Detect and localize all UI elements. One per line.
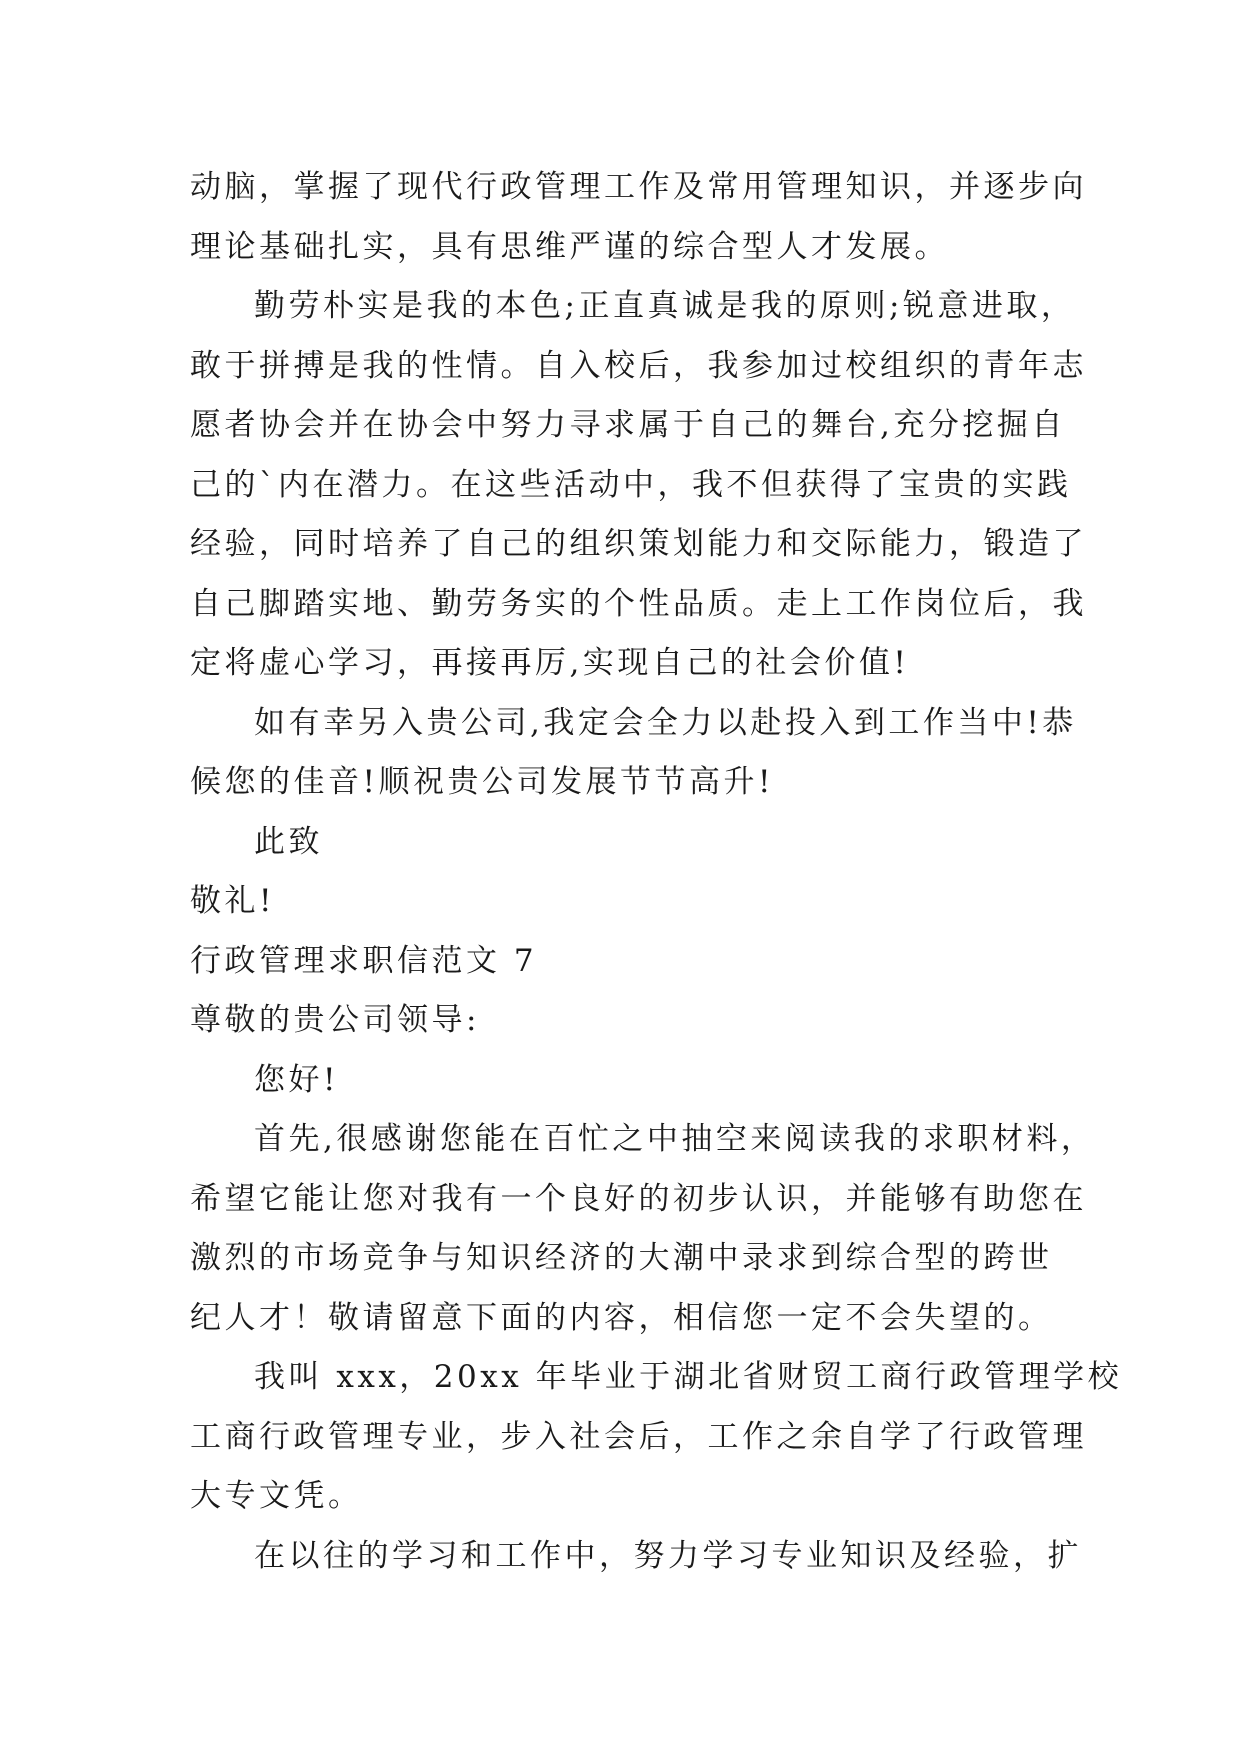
text-line: 纪人才！敬请留意下面的内容，相信您一定不会失望的。 — [190, 1299, 1053, 1336]
text-line: 敢于拼搏是我的性情。自入校后，我参加过校组织的青年志 — [190, 347, 1087, 384]
text-line: 首先,很感谢您能在百忙之中抽空来阅读我的求职材料， — [254, 1121, 1096, 1157]
text-line: 激烈的市场竞争与知识经济的大潮中录求到综合型的跨世 — [190, 1240, 1053, 1276]
text-line: 勤劳朴实是我的本色;正直真诚是我的原则;锐意进取， — [254, 288, 1076, 324]
text-line: 自己脚踏实地、勤劳务实的个性品质。走上工作岗位后，我 — [190, 585, 1087, 622]
text-line: 大专文凭。 — [190, 1478, 363, 1514]
text-line: 在以往的学习和工作中，努力学习专业知识及经验，扩 — [254, 1537, 1082, 1574]
text-line: 如有幸另入贵公司,我定会全力以赴投入到工作当中!恭 — [254, 704, 1077, 741]
text-line: 我叫 xxx，20xx 年毕业于湖北省财贸工商行政管理学校 — [254, 1359, 1123, 1395]
text-line: 工商行政管理专业，步入社会后，工作之余自学了行政管理 — [190, 1418, 1087, 1455]
greeting-addressee: 尊敬的贵公司领导: — [190, 1002, 480, 1038]
text-line: 愿者协会并在协会中努力寻求属于自己的舞台,充分挖掘自 — [190, 407, 1066, 443]
section-title: 行政管理求职信范文 7 — [190, 942, 538, 979]
text-line: 候您的佳音!顺祝贵公司发展节节高升! — [190, 764, 774, 800]
document-page — [190, 158, 1123, 1586]
text-line: 定将虚心学习，再接再厉,实现自己的社会价值! — [190, 645, 910, 681]
salutation-line: 敬礼! — [190, 883, 275, 919]
text-line: 理论基础扎实，具有思维严谨的综合型人才发展。 — [190, 228, 949, 265]
text-line: 己的`内在潜力。在这些活动中，我不但获得了宝贵的实践 — [190, 466, 1072, 503]
text-line: 经验，同时培养了自己的组织策划能力和交际能力，锻造了 — [190, 526, 1087, 562]
greeting-line: 您好! — [254, 1061, 339, 1098]
text-line: 动脑，掌握了现代行政管理工作及常用管理知识，并逐步向 — [190, 169, 1087, 205]
closing-line: 此致 — [254, 823, 323, 860]
text-line: 希望它能让您对我有一个良好的初步认识，并能够有助您在 — [190, 1180, 1087, 1217]
